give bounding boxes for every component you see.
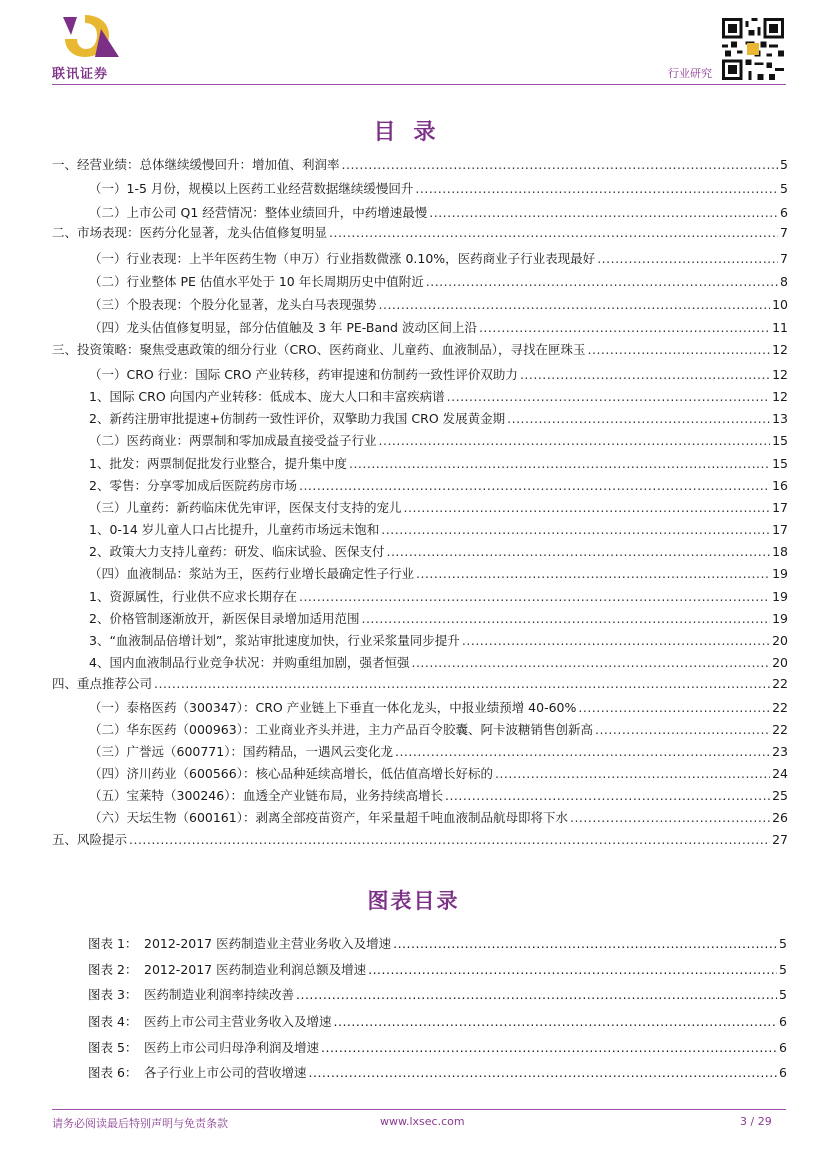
toc-leader-dots — [588, 342, 771, 358]
toc-leader-dots — [299, 589, 770, 605]
chart-index-label: 图表 4： — [88, 1014, 138, 1029]
toc-entry-page: 24 — [772, 766, 788, 781]
toc-entry-page: 20 — [772, 633, 788, 648]
chart-index-text: 医药制造业利润率持续改善 — [144, 987, 295, 1002]
toc-entry-text: 3、“血液制品倍增计划”，浆站审批速度加快，行业采浆量同步提升 — [89, 633, 460, 648]
toc-title: 目录 — [373, 120, 454, 145]
chart-index-page: 5 — [779, 962, 787, 977]
toc-entry-page: 12 — [772, 342, 788, 357]
toc-entry[interactable] — [52, 342, 788, 358]
toc-entry[interactable] — [89, 766, 788, 782]
toc-leader-dots — [395, 744, 770, 760]
toc-entry-page: 22 — [772, 676, 788, 691]
toc-entry[interactable] — [52, 832, 788, 848]
toc-entry-text: （二）上市公司 Q1 经营情况：整体业绩回升，中药增速最慢 — [89, 205, 428, 220]
toc-leader-dots — [426, 274, 778, 290]
toc-entry-page: 7 — [780, 225, 788, 240]
toc-entry-text: （四）血液制品：浆站为王，医药行业增长最确定性子行业 — [89, 566, 415, 581]
page-header — [0, 0, 827, 90]
toc-entry[interactable] — [89, 297, 788, 313]
toc-entry[interactable] — [89, 181, 788, 197]
chart-index-leader-dots — [321, 1040, 777, 1055]
toc-entry-page: 20 — [772, 655, 788, 670]
toc-leader-dots — [597, 251, 778, 267]
chart-index-label: 图表 5： — [88, 1040, 138, 1055]
qr-code-icon — [722, 18, 784, 80]
chart-index-text: 2012-2017 医药制造业利润总额及增速 — [144, 962, 367, 977]
toc-entry-text: 2、零售：分享零加成后医院药房市场 — [89, 478, 297, 493]
toc-entry[interactable] — [89, 810, 788, 826]
toc-entry-text: （二）华东医药（000963）：工业商业齐头并进，主力产品百令胶囊、阿卡波糖销售创新高 — [89, 722, 593, 737]
toc-entry-text: （二）医药商业：两票制和零加成最直接受益子行业 — [89, 433, 377, 448]
toc-entry-page: 13 — [772, 411, 788, 426]
toc-entry[interactable] — [89, 389, 788, 405]
toc-entry[interactable] — [89, 320, 788, 336]
toc-entry[interactable] — [89, 433, 788, 449]
toc-entry-page: 16 — [772, 478, 788, 493]
toc-leader-dots — [299, 478, 770, 494]
chart-index-text: 各子行业上市公司的营收增速 — [144, 1065, 307, 1080]
chart-index-entry[interactable] — [88, 1038, 787, 1056]
toc-entry-page: 26 — [772, 810, 788, 825]
toc-entry-page: 12 — [772, 367, 788, 382]
chart-index-entry[interactable] — [88, 934, 787, 952]
header-divider — [52, 84, 786, 85]
toc-entry-page: 12 — [772, 389, 788, 404]
toc-entry[interactable] — [89, 522, 788, 538]
toc-entry-text: 1、国际 CRO 向国内产业转移：低成本、庞大人口和丰富疾病谱 — [89, 389, 445, 404]
toc-leader-dots — [520, 367, 770, 383]
toc-leader-dots — [342, 157, 779, 173]
toc-entry-text: 1、批发：两票制促批发行业整合，提升集中度 — [89, 456, 347, 471]
chart-index-label: 图表 6： — [88, 1065, 138, 1080]
toc-entry-text: 2、新药注册审批提速+仿制药一致性评价，双擎助力我国 CRO 发展黄金期 — [89, 411, 506, 426]
toc-entry-text: 2、价格管制逐渐放开，新医保目录增加适用范围 — [89, 611, 360, 626]
toc-entry-page: 23 — [772, 744, 788, 759]
toc-entry-text: （一）泰格医药（300347）：CRO 产业链上下垂直一体化龙头，中报业绩预增 40-60% — [89, 700, 577, 715]
chart-index-text: 医药上市公司归母净利润及增速 — [144, 1040, 320, 1055]
toc-entry-page: 22 — [772, 700, 788, 715]
footer-website-link[interactable]: www.lxsec.com — [380, 1115, 465, 1128]
toc-leader-dots — [379, 297, 771, 313]
toc-entry-page: 6 — [780, 205, 788, 220]
toc-entry-page: 22 — [772, 722, 788, 737]
toc-entry[interactable] — [89, 205, 788, 221]
toc-leader-dots — [129, 832, 770, 848]
toc-entry[interactable] — [89, 700, 788, 716]
chart-index-label: 图表 2： — [88, 962, 138, 977]
toc-entry[interactable] — [89, 544, 788, 560]
toc-entry-text: （三）广誉远（600771）：国药精品，一遇风云变化龙 — [89, 744, 393, 759]
toc-leader-dots — [495, 766, 770, 782]
toc-entry-text: 4、国内血液制品行业竞争状况：并购重组加剧，强者恒强 — [89, 655, 410, 670]
toc-leader-dots — [411, 655, 770, 671]
company-logo-icon — [55, 13, 127, 61]
chart-index-entry[interactable] — [88, 1012, 787, 1030]
toc-entry-text: 一、经营业绩：总体继续缓慢回升：增加值、利润率 — [52, 157, 340, 172]
toc-leader-dots — [479, 320, 770, 336]
toc-entry-page: 19 — [772, 566, 788, 581]
chart-index-leader-dots — [368, 962, 777, 977]
toc-entry-page: 15 — [772, 456, 788, 471]
toc-entry[interactable] — [89, 367, 788, 383]
toc-entry[interactable] — [89, 478, 788, 494]
toc-leader-dots — [381, 522, 770, 538]
toc-entry-text: 四、重点推荐公司 — [52, 676, 153, 691]
toc-entry[interactable] — [89, 411, 788, 427]
toc-entry[interactable] — [89, 500, 788, 516]
toc-entry-page: 19 — [772, 589, 788, 604]
chart-index-page: 6 — [779, 1065, 787, 1080]
toc-entry-text: （一）行业表现：上半年医药生物（申万）行业指数微涨 0.10%，医药商业子行业表现最好 — [89, 251, 596, 266]
toc-leader-dots — [570, 810, 770, 826]
toc-entry-text: （一）CRO 行业：国际 CRO 产业转移，药审提速和仿制药一致性评价双助力 — [89, 367, 518, 382]
chart-index-page: 6 — [779, 1014, 787, 1029]
toc-leader-dots — [595, 722, 770, 738]
chart-index-page: 6 — [779, 1040, 787, 1055]
toc-leader-dots — [415, 181, 778, 197]
toc-entry-text: （五）宝莱特（300246）：血透全产业链布局，业务持续高增长 — [89, 788, 443, 803]
toc-entry-text: 1、资源属性，行业供不应求长期存在 — [89, 589, 297, 604]
toc-leader-dots — [447, 389, 770, 405]
toc-entry-page: 5 — [780, 181, 788, 196]
toc-leader-dots — [445, 788, 770, 804]
toc-entry[interactable] — [89, 274, 788, 290]
toc-leader-dots — [462, 633, 770, 649]
toc-entry-text: （一）1-5 月份，规模以上医药工业经营数据继续缓慢回升 — [89, 181, 414, 196]
toc-entry-page: 8 — [780, 274, 788, 289]
toc-entry-page: 7 — [780, 251, 788, 266]
toc-entry[interactable] — [52, 157, 788, 173]
toc-leader-dots — [379, 433, 771, 449]
toc-entry[interactable] — [89, 611, 788, 627]
chart-index-page: 5 — [779, 987, 787, 1002]
chart-index-label: 图表 1： — [88, 936, 138, 951]
toc-entry[interactable] — [89, 566, 788, 582]
toc-leader-dots — [329, 225, 778, 241]
toc-entry-page: 17 — [772, 522, 788, 537]
toc-entry-page: 25 — [772, 788, 788, 803]
chart-index-title: 图表目录 — [367, 889, 460, 913]
toc-entry-text: 二、市场表现：医药分化显著，龙头估值修复明显 — [52, 225, 328, 240]
chart-index-leader-dots — [296, 987, 777, 1002]
toc-entry[interactable] — [89, 788, 788, 804]
toc-entry[interactable] — [89, 744, 788, 760]
chart-index-leader-dots — [334, 1014, 778, 1029]
toc-entry-page: 19 — [772, 611, 788, 626]
toc-entry-text: 五、风险提示 — [52, 832, 128, 847]
toc-entry-text: （二）行业整体 PE 估值水平处于 10 年长周期历史中值附近 — [89, 274, 424, 289]
toc-entry[interactable] — [52, 225, 788, 241]
footer-divider — [52, 1109, 786, 1110]
toc-entry[interactable] — [52, 676, 788, 692]
chart-index-text: 2012-2017 医药制造业主营业务收入及增速 — [144, 936, 392, 951]
chart-index-leader-dots — [309, 1065, 778, 1080]
toc-entry[interactable] — [89, 456, 788, 472]
toc-entry-page: 11 — [772, 320, 788, 335]
toc-entry-page: 10 — [772, 297, 788, 312]
footer-page-number: 3 / 29 — [740, 1115, 772, 1128]
toc-entry-text: （三）个股表现：个股分化显著，龙头白马表现强势 — [89, 297, 377, 312]
toc-leader-dots — [361, 611, 770, 627]
chart-index-entry[interactable] — [88, 985, 787, 1003]
toc-entry-text: （四）济川药业（600566）：核心品种延续高增长，低估值高增长好标的 — [89, 766, 493, 781]
toc-entry-page: 18 — [772, 544, 788, 559]
toc-entry-page: 27 — [772, 832, 788, 847]
toc-leader-dots — [154, 676, 770, 692]
toc-entry-text: （四）龙头估值修复明显，部分估值触及 3 年 PE-Band 波动区间上沿 — [89, 320, 477, 335]
toc-leader-dots — [404, 500, 771, 516]
toc-leader-dots — [429, 205, 778, 221]
toc-leader-dots — [507, 411, 770, 427]
chart-index-entry[interactable] — [88, 1063, 787, 1081]
toc-entry-text: 1、0-14 岁儿童人口占比提升，儿童药市场远未饱和 — [89, 522, 380, 537]
toc-entry[interactable] — [89, 589, 788, 605]
chart-index-label: 图表 3： — [88, 987, 138, 1002]
toc-entry[interactable] — [89, 722, 788, 738]
toc-entry-page: 5 — [780, 157, 788, 172]
toc-leader-dots — [578, 700, 770, 716]
footer-disclaimer-link[interactable]: 请务必阅读最后特别声明与免责条款 — [52, 1117, 228, 1130]
toc-entry[interactable] — [89, 251, 788, 267]
toc-leader-dots — [416, 566, 770, 582]
toc-entry[interactable] — [89, 655, 788, 671]
chart-index-page: 5 — [779, 936, 787, 951]
toc-leader-dots — [386, 544, 770, 560]
chart-index-entry[interactable] — [88, 960, 787, 978]
toc-entry-page: 17 — [772, 500, 788, 515]
chart-index-text: 医药上市公司主营业务收入及增速 — [144, 1014, 332, 1029]
toc-entry-text: （六）天坛生物（600161）：剥离全部疫苗资产，年采量超千吨血液制品航母即将下水 — [89, 810, 568, 825]
report-category: 行业研究 — [668, 67, 712, 80]
toc-entry-text: 2、政策大力支持儿童药：研发、临床试验、医保支付 — [89, 544, 385, 559]
toc-entry[interactable] — [89, 633, 788, 649]
logo-text: 联讯证券 — [52, 67, 109, 82]
toc-leader-dots — [349, 456, 770, 472]
toc-entry-text: 三、投资策略：聚焦受惠政策的细分行业（CRO、医药商业、儿童药、血液制品），寻找在匣珠玉 — [52, 342, 586, 357]
chart-index-leader-dots — [393, 936, 777, 951]
toc-entry-text: （三）儿童药：新药临床优先审评，医保支付支持的宠儿 — [89, 500, 402, 515]
toc-entry-page: 15 — [772, 433, 788, 448]
